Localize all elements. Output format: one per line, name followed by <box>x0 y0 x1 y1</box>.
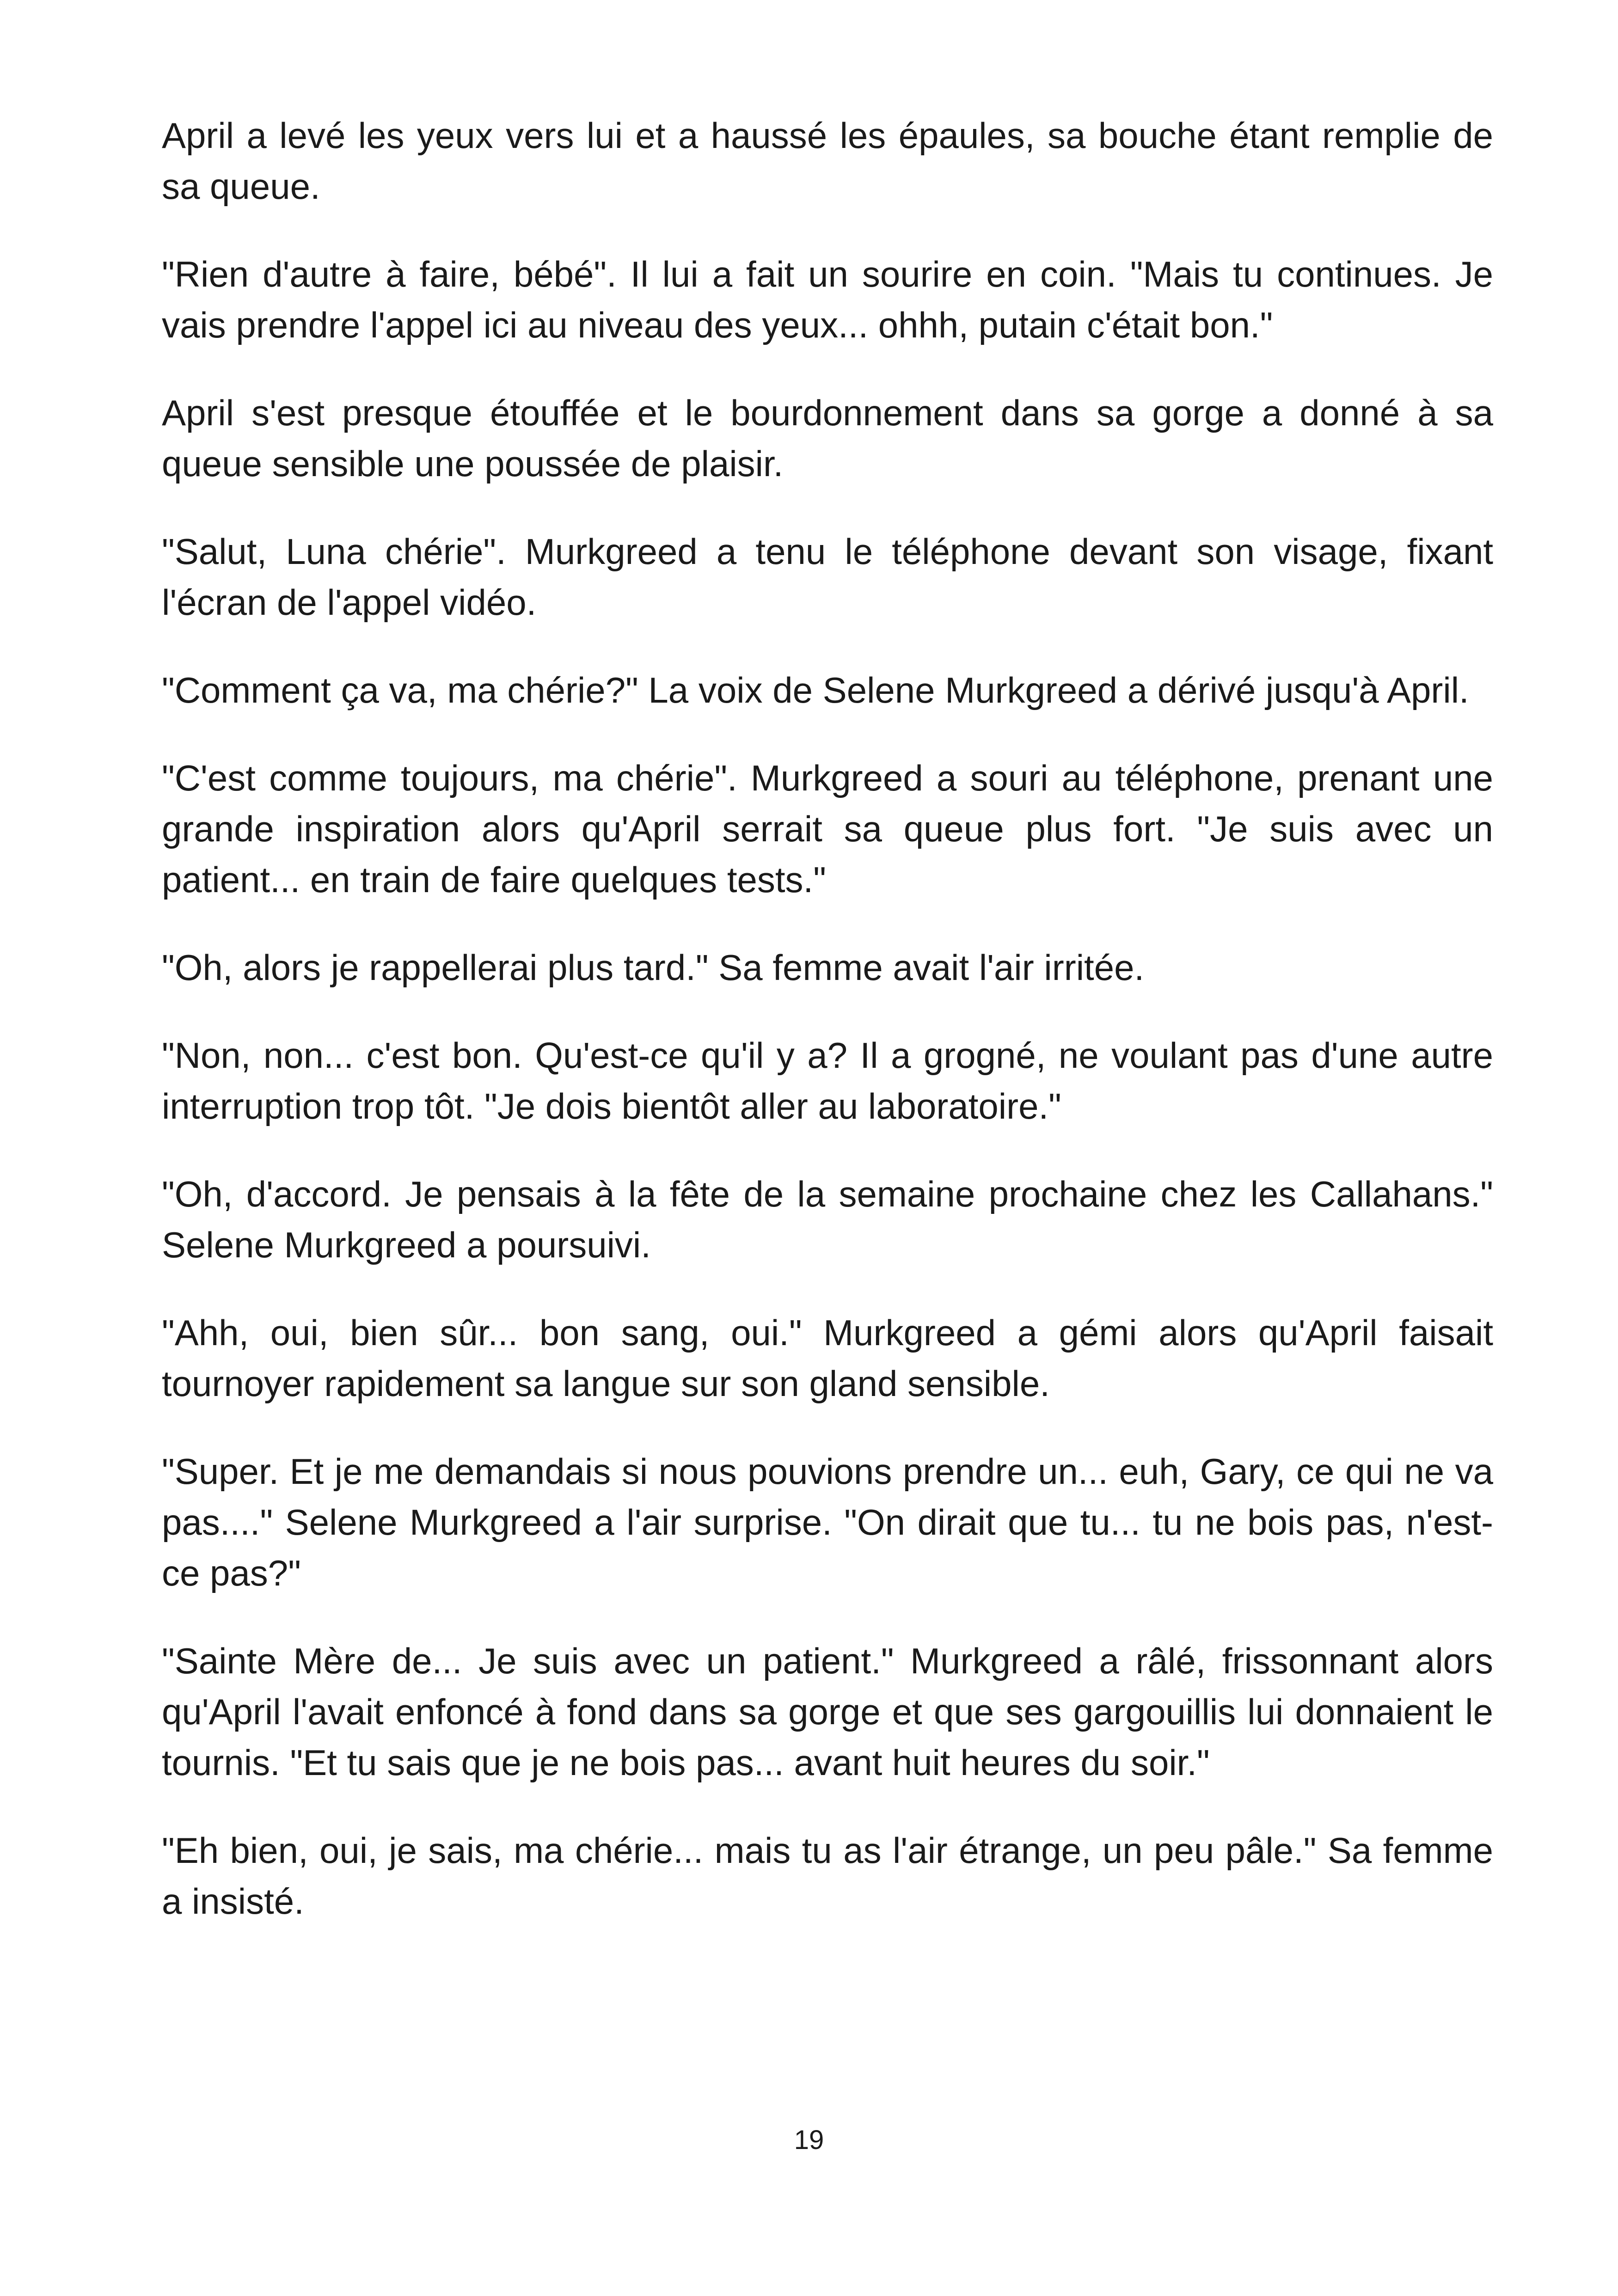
page-number: 19 <box>794 2125 824 2155</box>
paragraph-7: "Oh, alors je rappellerai plus tard." Sa femme avait l'air irritée. <box>162 947 1145 988</box>
paragraph-13: "Eh bien, oui, je sais, ma chérie... mais tu as l'air étrange, un peu pâle." Sa femme a insisté. <box>162 1830 1493 1922</box>
paragraph-11: "Super. Et je me demandais si nous pouvions prendre un... euh, Gary, ce qui ne va pas...." Selene Murkgreed a l'air surprise. "On dirait que tu... tu ne bois pas, n'est-ce pas?" <box>162 1451 1493 1593</box>
body-text <box>162 110 1493 1964</box>
paragraph-9: "Oh, d'accord. Je pensais à la fête de la semaine prochaine chez les Callahans." Selene Murkgreed a poursuivi. <box>162 1174 1493 1265</box>
paragraph-2: "Rien d'autre à faire, bébé". Il lui a fait un sourire en coin. "Mais tu continues. Je vais prendre l'appel ici au niveau des yeux... ohhh, putain c'était bon." <box>162 254 1493 345</box>
paragraph-8: "Non, non... c'est bon. Qu'est-ce qu'il y a? Il a grogné, ne voulant pas d'une autre interruption trop tôt. "Je dois bientôt aller au laboratoire." <box>162 1035 1493 1127</box>
paragraph-5: "Comment ça va, ma chérie?" La voix de Selene Murkgreed a dérivé jusqu'à April. <box>162 670 1469 710</box>
paragraph-1: April a levé les yeux vers lui et a haussé les épaules, sa bouche étant remplie de sa queue. <box>162 115 1493 207</box>
paragraph-6: "C'est comme toujours, ma chérie". Murkgreed a souri au téléphone, prenant une grande inspiration alors qu'April serrait sa queue plus fort. "Je suis avec un patient... en train de faire quelques tests." <box>162 758 1493 900</box>
paragraph-4: "Salut, Luna chérie". Murkgreed a tenu le téléphone devant son visage, fixant l'écran de l'appel vidéo. <box>162 531 1493 623</box>
paragraph-10: "Ahh, oui, bien sûr... bon sang, oui." Murkgreed a gémi alors qu'April faisait tournoyer rapidement sa langue sur son gland sensible. <box>162 1312 1493 1404</box>
paragraph-12: "Sainte Mère de... Je suis avec un patient." Murkgreed a râlé, frissonnant alors qu'April l'avait enfoncé à fond dans sa gorge et que ses gargouillis lui donnaient le tournis. "Et tu sais que je ne bois pas... avant huit heures du soir." <box>162 1641 1493 1783</box>
paragraph-3: April s'est presque étouffée et le bourdonnement dans sa gorge a donné à sa queue sensible une poussée de plaisir. <box>162 392 1493 484</box>
